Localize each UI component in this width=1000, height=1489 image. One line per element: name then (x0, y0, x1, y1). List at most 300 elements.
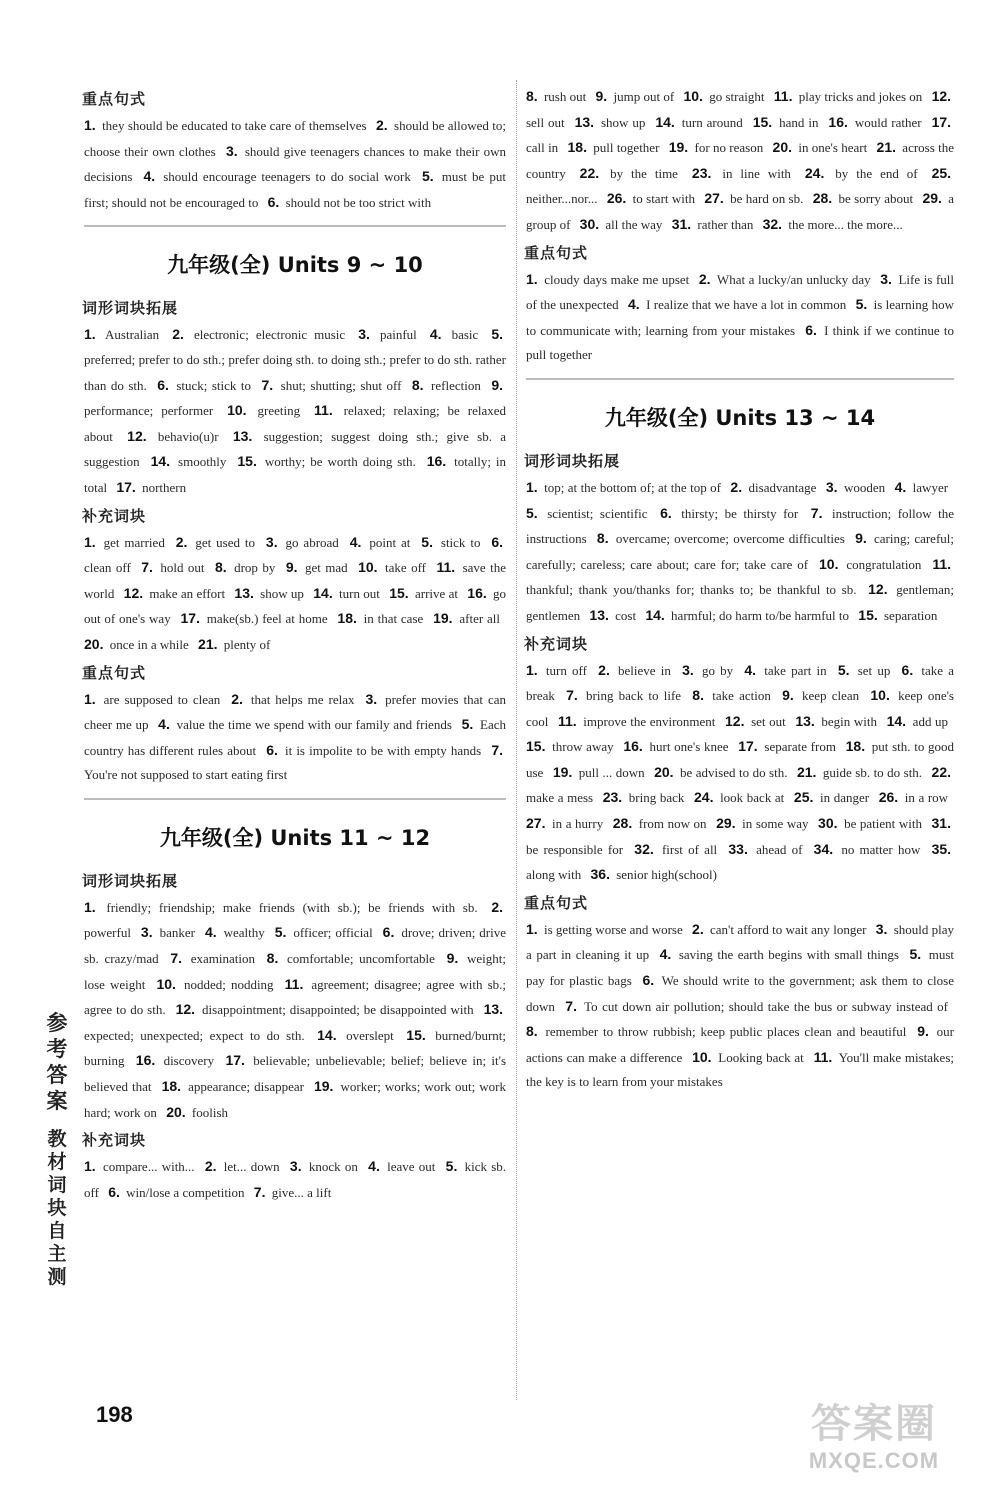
answer-text: turn around (677, 114, 743, 130)
answer-number: 15. (406, 1026, 426, 1043)
answer-number: 1. (526, 478, 538, 495)
answer-number: 19. (668, 139, 689, 156)
answer-number: 12. (127, 427, 147, 444)
answer-text: instruction; follow the instructions (526, 505, 955, 547)
answer-text: top; at the bottom of; at the top of (540, 479, 721, 495)
answer-item (143, 169, 410, 184)
answer-item (84, 900, 478, 915)
answer-number: 6. (157, 376, 169, 393)
answer-item (887, 714, 948, 729)
answer-text: must be put first; should not be encouraged to (84, 169, 506, 210)
answer-text: that helps me relax (245, 691, 355, 707)
answer-text: northern (138, 479, 187, 495)
answer-number: 15. (858, 606, 878, 623)
answer-item (566, 688, 681, 703)
answer-text: should play a part in cleaning it up (526, 921, 955, 963)
answer-item (526, 480, 721, 495)
answer-item (589, 608, 636, 623)
answer-text: scientist; scientific (540, 505, 648, 521)
answer-number: 13. (795, 712, 815, 729)
answer-number: 7. (141, 559, 153, 576)
answer-item (433, 611, 500, 626)
answer-text: make a mess (526, 790, 594, 806)
answer-text: go abroad (280, 534, 339, 550)
answer-number: 29. (922, 190, 942, 207)
page-number: 198 (96, 1402, 133, 1427)
answer-text: smoothly (173, 454, 227, 470)
answer-number: 18. (337, 610, 357, 627)
answer-item (84, 692, 220, 707)
answer-text: discovery (158, 1053, 215, 1069)
answer-item (350, 535, 411, 550)
answer-text: be patient with (840, 816, 922, 832)
answer-number: 35. (931, 840, 952, 857)
answer-item (603, 790, 685, 805)
answer-item (368, 1159, 435, 1174)
answer-number: 12. (175, 1001, 196, 1018)
answer-item (412, 378, 481, 393)
answer-text: disappointment; disappointed; be disappointed with (198, 1002, 474, 1018)
answer-text: overslept (339, 1027, 394, 1043)
answer-text: is getting worse and worse (540, 921, 683, 937)
answer-item (141, 925, 195, 940)
answer-number: 36. (590, 866, 610, 883)
answer-number: 27. (704, 190, 724, 207)
answer-number: 6. (382, 924, 395, 941)
answer-number: 6. (108, 1183, 120, 1200)
answer-text: painful (372, 327, 417, 343)
block-heading: 重点句式 (524, 243, 589, 262)
answer-text: would rather (850, 114, 922, 130)
answer-text: the more... the more... (785, 216, 903, 232)
answer-item (231, 692, 354, 707)
answer-number: 13. (232, 427, 253, 444)
answer-number: 19. (313, 1078, 334, 1095)
answer-text: ahead of (750, 841, 803, 857)
answer-item (814, 842, 921, 857)
answer-item (162, 1079, 304, 1094)
answer-text: in a hurry (548, 816, 604, 832)
answer-number: 2. (375, 117, 388, 133)
answer-item (591, 867, 717, 882)
answer-number: 10. (358, 559, 378, 576)
answer-item (738, 739, 836, 754)
answer-number: 10. (683, 88, 703, 104)
answer-item (313, 586, 380, 601)
answer-item (818, 816, 922, 831)
answer-text: worker; works; work out; work hard; work on (84, 1079, 507, 1120)
answer-number: 2. (204, 1158, 217, 1175)
answer-number: 9. (782, 687, 794, 704)
answer-number: 16. (828, 113, 848, 130)
answer-text: take action (706, 688, 771, 704)
answer-text: show up (256, 585, 304, 601)
answer-text: shut; shutting; shut off (276, 377, 402, 393)
answer-number: 2. (231, 690, 243, 707)
answer-number: 15. (389, 584, 409, 601)
answer-text: take part in (759, 662, 827, 678)
answer-number: 5. (461, 716, 474, 733)
answer-item (838, 663, 891, 678)
answer-number: 21. (876, 139, 896, 156)
answer-number: 31. (931, 815, 951, 832)
answer-number: 5. (491, 326, 504, 343)
answer-number: 9. (446, 950, 459, 967)
answer-text: set up (852, 662, 891, 678)
answer-item (895, 480, 948, 495)
answer-item (692, 922, 866, 937)
block-heading: 重点句式 (82, 663, 147, 682)
answer-number: 14. (150, 453, 171, 470)
answer-number: 15. (752, 113, 773, 130)
answer-number: 5. (526, 504, 538, 521)
answer-item (317, 1028, 394, 1043)
block-heading: 词形词块拓展 (82, 871, 179, 890)
answer-text: across the country (526, 140, 954, 181)
answer-text: be responsible for (526, 841, 624, 857)
answer-text: drop by (229, 560, 276, 576)
answer-number: 5. (421, 533, 433, 550)
answer-text: make(sb.) feel at home (202, 611, 328, 627)
answer-number: 14. (655, 113, 675, 130)
answer-text: are supposed to clean (98, 691, 221, 707)
answer-item (290, 1159, 358, 1174)
answer-text: wooden (840, 479, 886, 495)
answer-number: 20. (84, 635, 104, 652)
answer-item (575, 115, 646, 130)
answer-number: 30. (818, 815, 838, 832)
answer-number: 1. (526, 920, 538, 937)
answer-number: 17. (931, 113, 952, 130)
answer-item (158, 717, 452, 732)
answer-number: 1. (526, 661, 538, 678)
answer-text: stick to (435, 534, 481, 550)
answer-number: 31. (671, 215, 692, 232)
answer-number: 8. (411, 376, 424, 393)
watermark (774, 1400, 974, 1482)
answer-item (84, 535, 165, 550)
answer-text: To cut down air pollution; should take the bus or subway instead of (579, 998, 948, 1014)
answer-item (774, 89, 923, 104)
answer-text: rush out (540, 89, 587, 104)
answer-item (660, 947, 899, 962)
answer-text: should be allowed to; choose their own clothes (84, 118, 506, 159)
answer-number: 6. (266, 741, 278, 758)
answer-item (166, 1105, 228, 1120)
answer-item (716, 816, 808, 831)
answer-item (782, 688, 859, 703)
answer-number: 11. (314, 402, 333, 419)
column-divider (516, 80, 517, 1400)
answer-text: get mad (300, 560, 348, 576)
answer-text: remember to throw rubbish; keep public places clean and beautiful (540, 1024, 907, 1040)
answer-number: 28. (612, 815, 633, 832)
side-tab-label-answers: 参考答案 (46, 1011, 68, 1113)
answer-number: 1. (84, 1158, 96, 1175)
answer-text: in some way (738, 816, 809, 832)
block-heading: 词形词块拓展 (82, 299, 179, 318)
block-heading: 重点句式 (82, 90, 147, 108)
answer-item (172, 327, 345, 342)
answer-text: Looking back at (714, 1049, 804, 1065)
answer-number: 6. (805, 321, 817, 338)
answer-item (124, 586, 225, 601)
answer-item (682, 663, 733, 678)
answer-text: Life is full of the unexpected (526, 271, 955, 313)
answer-number: 20. (166, 1103, 186, 1120)
answer-text: be advised to do sth. (676, 764, 788, 780)
answer-number: 29. (716, 815, 736, 832)
answer-item (596, 89, 675, 104)
answer-text: suggestion; suggest doing sth.; give sb. a suggestion (84, 428, 507, 470)
answer-text: they should be educated to take care of themselves (98, 118, 367, 133)
answer-number: 5. (909, 946, 922, 963)
answer-number: 8. (526, 1023, 538, 1040)
answer-item (141, 560, 204, 575)
answer-item (613, 816, 707, 831)
answer-item (181, 611, 328, 626)
answer-item (151, 454, 227, 469)
answer-text: nodded; nodding (178, 976, 274, 992)
answer-item (805, 166, 918, 181)
answer-number: 4. (349, 533, 362, 550)
answer-item (565, 999, 948, 1014)
answer-item (84, 1159, 195, 1174)
answer-number: 10. (227, 402, 247, 419)
answer-item (198, 637, 270, 652)
block-heading: 补充词块 (82, 506, 147, 525)
answer-number: 6. (901, 661, 914, 678)
answer-number: 9. (285, 559, 298, 576)
answer-text: electronic; electronic music (186, 327, 346, 343)
answer-number: 14. (313, 584, 333, 601)
answer-number: 3. (140, 924, 153, 941)
answer-item (634, 842, 717, 857)
answer-item (753, 115, 819, 130)
answer-text: improve the environment (579, 713, 716, 729)
answer-number: 7. (565, 997, 577, 1014)
answer-number: 14. (886, 712, 907, 729)
answer-text: weight; lose weight (84, 951, 506, 992)
answer-number: 4. (744, 661, 757, 678)
answer-text: all the way (602, 216, 663, 232)
answer-text: gentleman; gentlemen (526, 582, 954, 623)
answer-text: believe in (612, 662, 671, 678)
answer-number: 17. (116, 478, 136, 495)
answer-number: 2. (175, 533, 188, 550)
answer-number: 4. (659, 946, 672, 963)
answer-item (156, 977, 273, 992)
answer-text: in danger (816, 790, 870, 806)
left-column (84, 84, 506, 1205)
answer-number: 19. (433, 610, 453, 627)
answer-text: arrive at (411, 585, 458, 601)
answer-list (84, 895, 506, 1125)
answer-number: 21. (796, 763, 817, 780)
answer-text: appearance; disappear (184, 1079, 304, 1095)
answer-text: senior high(school) (612, 867, 717, 883)
answer-text: it is impolite to be with empty hands (280, 742, 482, 758)
answer-text: worthy; be worth doing sth. (259, 454, 416, 470)
side-tab-label-test: 教材词块自主测 (47, 1128, 67, 1288)
answer-number: 3. (682, 661, 694, 678)
answer-number: 1. (84, 533, 96, 550)
answer-list (84, 687, 506, 788)
answer-text: thirsty; be thirsty for (674, 505, 799, 521)
answer-number: 32. (634, 840, 654, 857)
answer-text: is learning how to communicate with; learning from your mistakes (526, 297, 955, 338)
answer-text: should encourage teenagers to do social work (158, 169, 411, 185)
answer-text: go by (696, 662, 734, 678)
block-heading: 补充词块 (524, 634, 589, 653)
answer-number: 22. (579, 164, 600, 181)
answer-text: You're not supposed to start eating first (84, 767, 288, 783)
answer-text: neither...nor... (526, 191, 598, 207)
answer-text: be hard on sb. (726, 191, 804, 207)
answer-text: disadvantage (745, 479, 817, 495)
answer-number: 23. (691, 164, 712, 181)
answer-list (526, 84, 954, 238)
answer-item (826, 480, 885, 495)
answer-number: 3. (365, 690, 378, 707)
answer-item (267, 951, 435, 966)
answer-text: play tricks and jokes on (795, 89, 923, 104)
block-heading: 补充词块 (82, 1131, 147, 1150)
answer-number: 7. (566, 687, 578, 704)
answer-item (694, 790, 784, 805)
answer-item (858, 608, 937, 623)
answer-item (526, 506, 648, 521)
answer-text: friendly; friendship; make friends (with sb.); be friends with sb. (98, 899, 478, 915)
section-title: 九年级(全) Units 9 ~ 10 (167, 253, 423, 278)
answer-text: expected; unexpected; expect to do sth. (84, 1027, 305, 1043)
answer-number: 7. (491, 741, 504, 758)
answer-item (763, 217, 903, 232)
answer-item (669, 140, 764, 155)
answer-text: basic (444, 327, 479, 343)
answer-number: 5. (445, 1158, 458, 1175)
answer-text: take a break (526, 662, 955, 704)
answer-text: pull together (589, 140, 660, 156)
answer-item (205, 1159, 280, 1174)
answer-text: for no reason (691, 140, 764, 156)
answer-number: 1. (84, 117, 96, 133)
answer-number: 4. (429, 326, 442, 343)
answer-text: throw away (548, 739, 614, 755)
answer-text: hand in (775, 114, 819, 130)
answer-text: must pay for plastic bags (526, 947, 954, 989)
answer-item (108, 1185, 244, 1200)
answer-number: 2. (491, 898, 504, 915)
answer-text: no matter how (836, 841, 921, 857)
answer-number: 4. (368, 1158, 380, 1175)
answer-number: 8. (214, 559, 227, 576)
answer-number: 16. (623, 738, 643, 755)
answer-item (234, 586, 304, 601)
answer-item (655, 115, 742, 130)
answer-text: turn off (540, 662, 587, 678)
answer-text: once in a while (106, 636, 189, 652)
answer-text: get used to (190, 534, 255, 550)
answer-number: 6. (660, 504, 672, 521)
section-title: 九年级(全) Units 13 ~ 14 (604, 405, 876, 430)
answer-list (526, 475, 954, 629)
answer-item (176, 535, 255, 550)
answer-item (275, 925, 373, 940)
answer-item (730, 480, 816, 495)
answer-text: harmful; do harm to/be harmful to (667, 607, 850, 623)
answer-item (84, 118, 367, 133)
answer-text: give... a lift (268, 1184, 332, 1200)
answer-text: win/lose a competition (122, 1184, 245, 1200)
answer-text: keep one's cool (526, 688, 954, 729)
answer-text: set out (747, 713, 786, 729)
answer-number: 4. (628, 296, 640, 313)
answer-text: take off (380, 560, 426, 576)
answer-number: 11. (558, 712, 577, 729)
answer-item (176, 1002, 474, 1017)
answer-number: 12. (931, 88, 952, 104)
answer-item (744, 663, 826, 678)
answer-item (526, 816, 603, 831)
answer-text: guide sb. to do sth. (819, 764, 923, 780)
answer-number: 1. (84, 326, 96, 343)
answer-number: 8. (266, 950, 279, 967)
answer-item (266, 743, 481, 758)
answer-text: put sth. to good use (526, 739, 955, 780)
answer-item (553, 765, 645, 780)
answer-text: by the time (602, 165, 678, 181)
answer-text: What a lucky/an unlucky day (713, 271, 871, 287)
answer-text: Each country has different rules about (84, 717, 506, 758)
answer-text: clean off (84, 560, 131, 576)
answer-number: 4. (204, 924, 217, 941)
answer-number: 23. (602, 789, 623, 806)
answer-number: 7. (261, 376, 274, 393)
answer-text: by the end of (827, 165, 918, 181)
answer-number: 2. (730, 478, 743, 495)
answer-item (389, 586, 458, 601)
answer-number: 12. (725, 712, 745, 729)
answer-item (692, 1050, 804, 1065)
answer-item (645, 608, 849, 623)
answer-item (773, 140, 868, 155)
answer-item (598, 663, 671, 678)
answer-number: 10. (692, 1048, 712, 1065)
answer-text: behavio(u)r (149, 428, 219, 444)
answer-list (84, 322, 506, 500)
answer-item (286, 560, 348, 575)
answer-number: 8. (596, 530, 609, 547)
answer-number: 17. (225, 1052, 245, 1069)
answer-text: overcame; overcome; overcome difficulties (611, 531, 845, 547)
answer-text: agreement; disagree; agree with sb.; agree to do sth. (84, 976, 507, 1018)
answer-text: separate from (760, 739, 836, 755)
answer-text: bring back (625, 790, 685, 806)
answer-item (819, 557, 921, 572)
answer-item (660, 506, 798, 521)
answer-text: congratulation (841, 556, 922, 572)
answer-number: 13. (589, 606, 609, 623)
answer-number: 22. (931, 763, 952, 780)
answer-item (261, 378, 401, 393)
answer-text: our actions can make a difference (526, 1024, 955, 1065)
answer-number: 19. (552, 763, 573, 780)
answer-text: along with (526, 867, 582, 883)
answer-number: 26. (878, 789, 899, 806)
answer-list (526, 917, 954, 1095)
answer-text: cost (611, 607, 637, 623)
